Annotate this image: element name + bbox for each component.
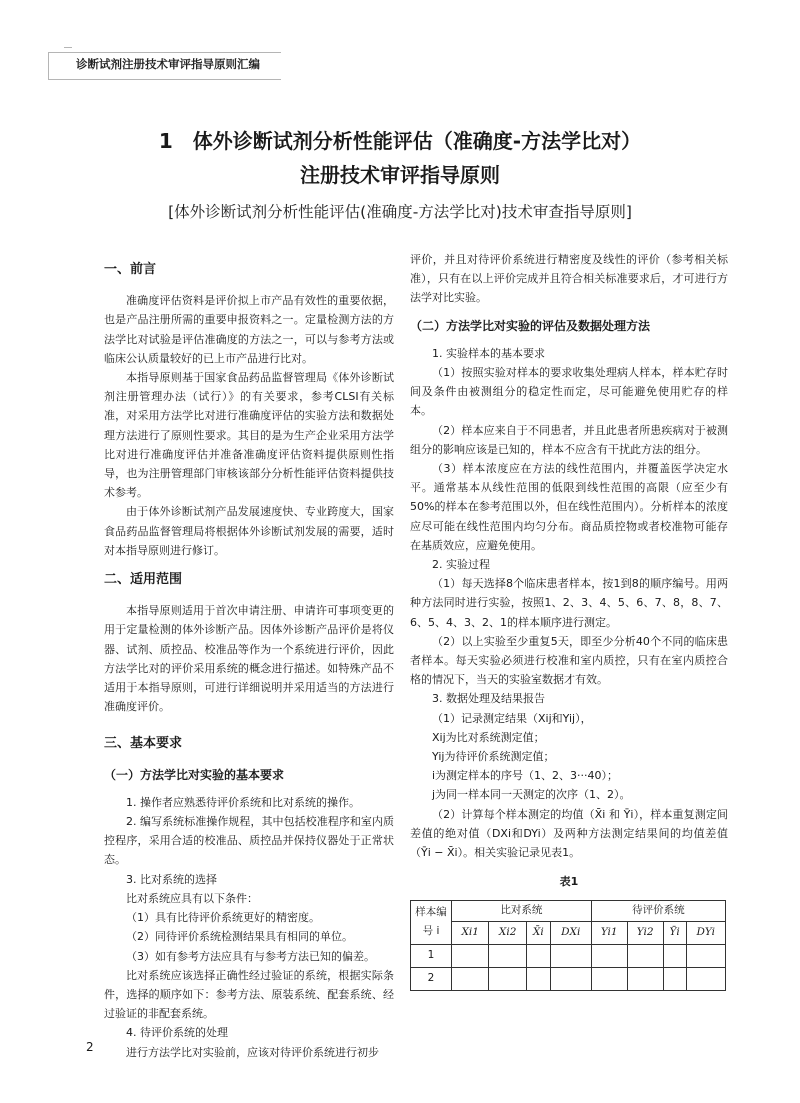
table-column-header: DXi: [550, 921, 591, 944]
paragraph: （1）按照实验对样本的要求收集处理病人样本，样本贮存时间及条件由被测组分的稳定性而定，尽可能避免使用贮存的样本。: [410, 366, 728, 418]
subsection-heading: （二）方法学比对实验的评估及数据处理方法: [410, 318, 651, 333]
paragraph: j为同一样本同一天测定的次序（1、2）。: [432, 788, 631, 802]
paragraph: （1）每天选择8个临床患者样本，按1到8的顺序编号。用两种方法同时进行实验，按照1、2、3、4、5、6、7、8，8、7、6、5、4、3、2、1的样本顺序进行测定。: [410, 577, 728, 629]
list-item: 2. 实验过程: [432, 558, 490, 572]
table-cell: 2: [411, 967, 452, 990]
table-column-header: Yi1: [591, 921, 627, 944]
subsection-heading: （一）方法学比对实验的基本要求: [104, 767, 285, 782]
paragraph: （2）以上实验至少重复5天，即至少分析40个不同的临床患者样本。每天实验必须进行校准和室内质控，只有在室内质控合格的情况下，当天的实验室数据才有效。: [410, 634, 728, 687]
table-row-header: 样本编号 i: [411, 900, 452, 944]
page-number: 2: [86, 1040, 94, 1054]
paragraph: 评价，并且对待评价系统进行精密度及线性的评价（参考相关标准），只有在以上评价完成并且符合相关标准要求后，才可进行方法学对比实验。: [410, 253, 728, 305]
paragraph: i为测定样本的序号（1、2、3···40）；: [432, 769, 619, 783]
table-row: [411, 967, 726, 990]
table-column-header: Yi2: [627, 921, 663, 944]
list-item: （3）如有参考方法应具有与参考方法已知的偏差。: [126, 949, 375, 963]
list-item: 2. 编写系统标准操作规程，其中包括校准程序和室内质控程序，采用合适的校准品、质控品并保持仪器处于正常状态。: [104, 815, 394, 867]
paragraph: Yij为待评价系统测定值；: [432, 750, 555, 764]
section-heading: 三、基本要求: [104, 736, 183, 752]
table-column-header: Xi1: [452, 921, 489, 944]
list-item: （2）同待评价系统检测结果具有相同的单位。: [126, 930, 353, 944]
list-item: （1）具有比待评价系统更好的精密度。: [126, 911, 320, 925]
data-table: [410, 900, 726, 991]
table-caption: 表1: [559, 875, 579, 889]
paragraph: （1）记录测定结果（Xij和Yij），: [432, 711, 592, 725]
document-title-line2: 注册技术审评指导原则: [300, 163, 500, 187]
list-item: 4. 待评价系统的处理: [126, 1026, 228, 1040]
document-title: 1 体外诊断试剂分析性能评估（准确度-方法学比对）: [158, 129, 642, 153]
table-column-header: Xi2: [489, 921, 526, 944]
list-item: 1. 实验样本的基本要求: [432, 346, 545, 360]
section-heading: 一、前言: [104, 262, 157, 277]
left-column: [104, 250, 394, 1062]
paragraph: 本指导原则基于国家食品药品监督管理局《体外诊断试剂注册管理办法（试行）》的有关要求，参考CLSI有关标准，对采用方法学比对进行准确度评估的实验方法和数据处理方法进行了原则性要求。其目的是为生产企业采用方法学比对进行准确度评估并准备准确度评估资料提供原则性指导，也为注册管理部门审核该部分分析性能评估资料提供技术参考。: [104, 371, 394, 500]
paragraph: 比对系统应具有以下条件：: [126, 891, 258, 905]
table-cell: 1: [411, 944, 452, 967]
paragraph: Xij为比对系统测定值；: [432, 730, 545, 744]
running-header: 诊断试剂注册技术审评指导原则汇编: [76, 57, 260, 71]
right-column: [410, 250, 728, 991]
table-column-header: X̄i: [526, 921, 550, 944]
paragraph: （2）计算每个样本测定的均值（X̄i 和 Ȳi），样本重复测定间差值的绝对值（DXi和DYi）及两种方法测定结果间的均值差值（Ȳi − X̄i）。相关实验记录见表1。: [410, 807, 728, 860]
section-heading: 二、适用范围: [104, 572, 183, 588]
paragraph: 本指导原则适用于首次申请注册、申请许可事项变更的用于定量检测的体外诊断产品。因体外诊断产品评价是将仪器、试剂、质控品、校准品等作为一个系统进行评价，因此方法学比对的评价采用系统的概念进行描述。如特殊产品不适用于本指导原则，可进行详细说明并采用适当的方法进行准确度评价。: [104, 604, 394, 714]
paragraph: 比对系统应该选择正确性经过验证的系统，根据实际条件，选择的顺序如下：参考方法、原装系统、配套系统、经过验证的非配套系统。: [104, 968, 394, 1021]
table-row: [411, 944, 726, 967]
list-item: 3. 数据处理及结果报告: [432, 692, 545, 706]
table-group-header: 待评价系统: [591, 900, 725, 921]
list-item: 3. 比对系统的选择: [126, 872, 217, 886]
paragraph: 进行方法学比对实验前，应该对待评价系统进行初步: [126, 1045, 379, 1059]
paragraph: （3）样本浓度应在方法的线性范围内，并覆盖医学决定水平。通常基本从线性范围的低限到线性范围的高限（应至少有50%的样本在参考范围以外，但在线性范围内）。分析样本的浓度应尽可能在线性范围内均匀分布。商品质控物或者校准物可能存在基质效应，应避免使用。: [410, 462, 728, 552]
table-column-header: Ȳi: [663, 921, 686, 944]
paragraph: 准确度评估资料是评价拟上市产品有效性的重要依据，也是产品注册所需的重要申报资料之一。定量检测方法的方法学比对试验是评估准确度的方法之一，可以与参考方法或临床公认质量较好的已上市产品进行比对。: [104, 294, 394, 365]
table-column-header: DYi: [686, 921, 726, 944]
paragraph: 由于体外诊断试剂产品发展速度快、专业跨度大，国家食品药品监督管理局将根据体外诊断试剂发展的需要，适时对本指导原则进行修订。: [104, 505, 394, 557]
paragraph: （2）样本应来自于不同患者，并且此患者所患疾病对于被测组分的影响应该是已知的，样本不应含有干扰此方法的组分。: [410, 423, 728, 456]
document-alt-title: [体外诊断试剂分析性能评估(准确度-方法学比对)技术审查指导原则]: [168, 203, 632, 221]
table-group-header: 比对系统: [452, 900, 592, 921]
list-item: 1. 操作者应熟悉待评价系统和比对系统的操作。: [126, 795, 360, 809]
